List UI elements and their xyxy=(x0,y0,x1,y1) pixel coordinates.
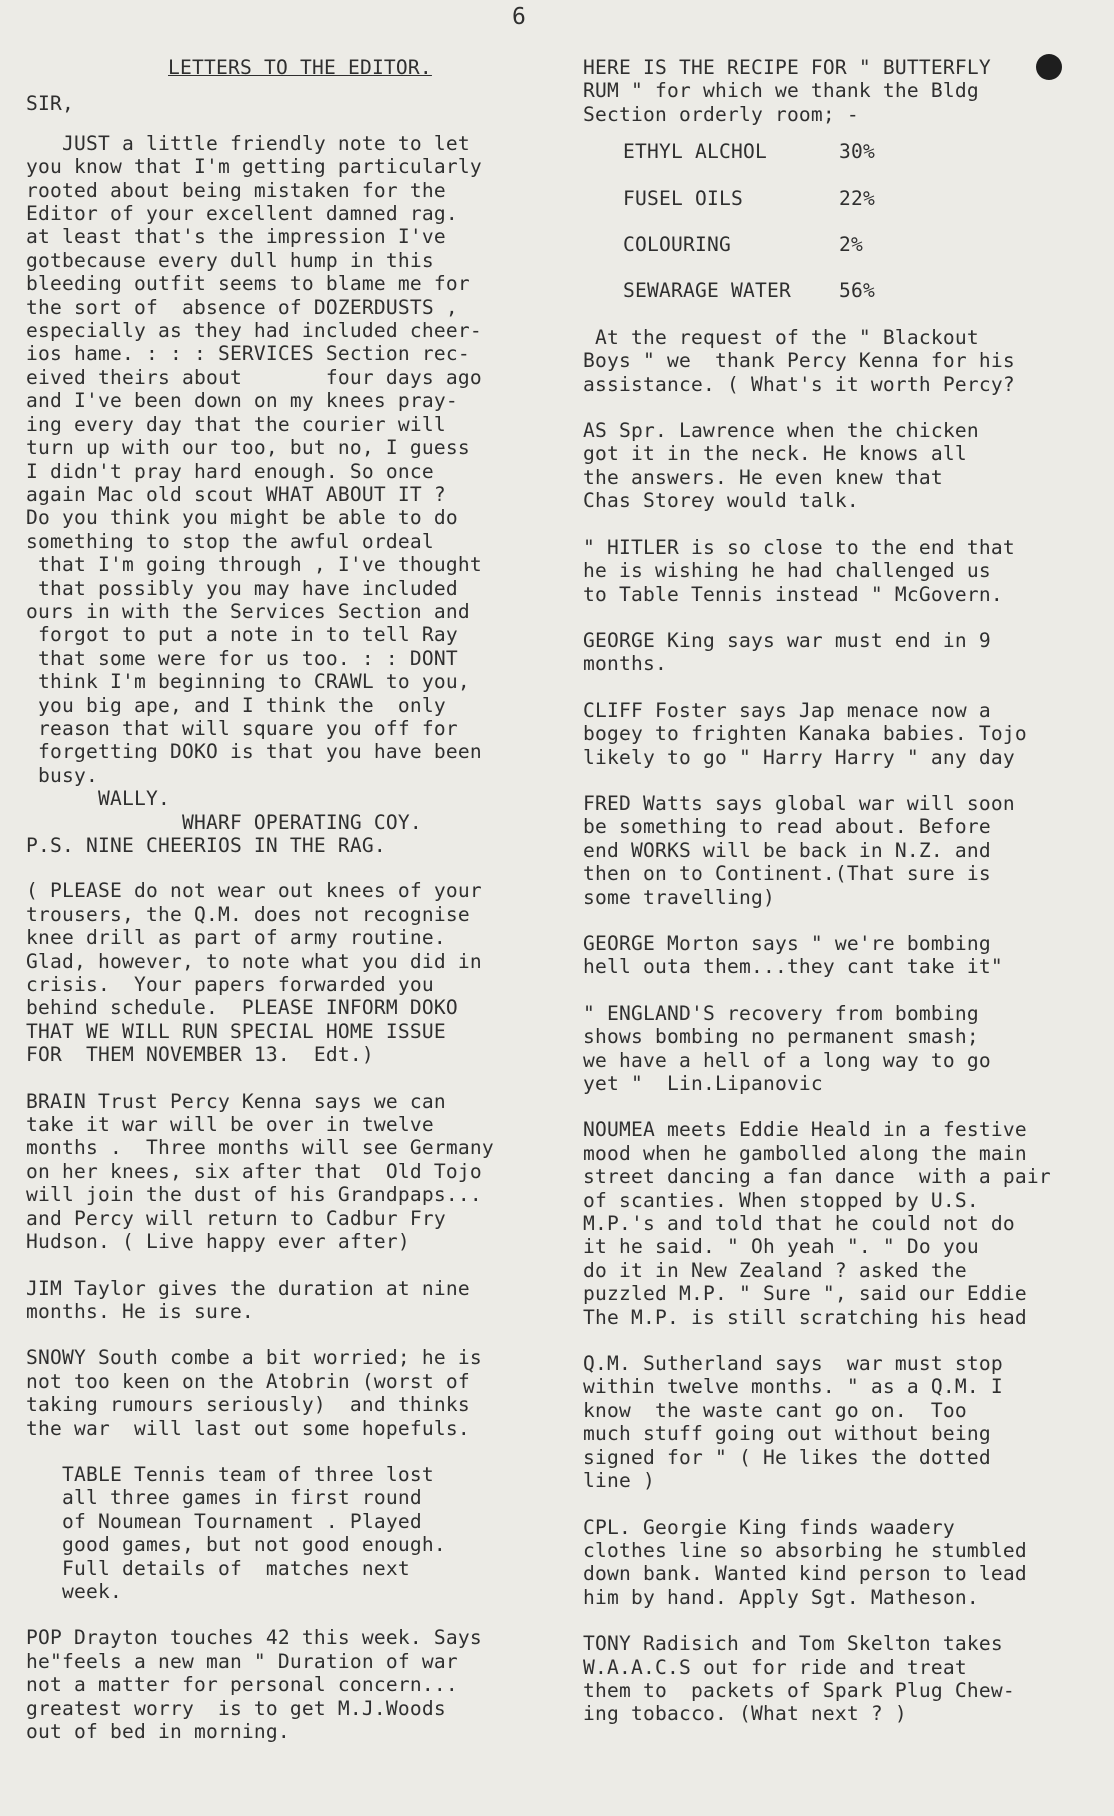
letter-line: forgetting DOKO is that you have been xyxy=(26,740,482,764)
news-line: The M.P. is still scratching his head xyxy=(583,1305,1027,1329)
news-line: the war will last out some hopefuls. xyxy=(26,1416,470,1440)
salutation: SIR, xyxy=(26,92,74,116)
reply-line: trousers, the Q.M. does not recognise xyxy=(26,902,470,926)
news-line: all three games in first round xyxy=(26,1486,422,1510)
letter-line: I didn't pray hard enough. So once xyxy=(26,459,434,483)
news-line: end WORKS will be back in N.Z. and xyxy=(583,838,991,862)
news-line: know the waste cant go on. Too xyxy=(583,1398,967,1422)
news-line: be something to read about. Before xyxy=(583,815,991,839)
letter-line: forgot to put a note in to tell Ray xyxy=(26,623,458,647)
news-line: GEORGE King says war must end in 9 xyxy=(583,628,991,652)
news-line: of Noumean Tournament . Played xyxy=(26,1509,422,1533)
news-item xyxy=(583,326,1108,396)
recipe-row xyxy=(623,279,1108,302)
letter-line: you big ape, and I think the only xyxy=(26,693,446,717)
news-line: months. xyxy=(583,652,667,676)
news-line: he"feels a new man " Duration of war xyxy=(26,1649,458,1673)
recipe-row xyxy=(623,233,1108,256)
letter-line: something to stop the awful ordeal xyxy=(26,529,434,553)
recipe-amount: 22% xyxy=(839,186,875,210)
letter-line: that some were for us too. : : DONT xyxy=(26,646,458,670)
news-line: W.A.A.C.S out for ride and treat xyxy=(583,1655,967,1679)
news-line: will join the dust of his Grandpaps... xyxy=(26,1183,482,1207)
right-column xyxy=(583,56,1108,1726)
left-news-items xyxy=(26,1090,581,1744)
news-line: not a matter for personal concern... xyxy=(26,1673,458,1697)
news-line: shows bombing no permanent smash; xyxy=(583,1025,979,1049)
reply-line: THAT WE WILL RUN SPECIAL HOME ISSUE xyxy=(26,1019,446,1043)
news-item xyxy=(583,699,1108,769)
reply-line: Glad, however, to note what you did in xyxy=(26,949,482,973)
recipe-amount: 30% xyxy=(839,140,875,164)
recipe-amount: 56% xyxy=(839,279,875,303)
letter-postscript: P.S. NINE CHEERIOS IN THE RAG. xyxy=(26,834,386,857)
news-line: greatest worry is to get M.J.Woods xyxy=(26,1696,446,1720)
news-item xyxy=(583,1352,1108,1492)
news-line: CPL. Georgie King finds waadery xyxy=(583,1515,955,1539)
news-line: TABLE Tennis team of three lost xyxy=(26,1462,434,1486)
news-line: taking rumours seriously) and thinks xyxy=(26,1393,470,1417)
news-line: not too keen on the Atobrin (worst of xyxy=(26,1369,470,1393)
news-item xyxy=(26,1463,581,1603)
reply-line: crisis. Your papers forwarded you xyxy=(26,973,434,997)
news-line: within twelve months. " as a Q.M. I xyxy=(583,1375,1003,1399)
news-line: SNOWY South combe a bit worried; he is xyxy=(26,1346,482,1370)
news-line: street dancing a fan dance with a pair xyxy=(583,1165,1051,1189)
news-line: the answers. He even knew that xyxy=(583,465,943,489)
letter-line: especially as they had included cheer- xyxy=(26,319,482,343)
news-line: and Percy will return to Cadbur Fry xyxy=(26,1206,446,1230)
letter-line: ios hame. : : : SERVICES Section rec- xyxy=(26,342,470,366)
letter-line: busy. xyxy=(26,763,98,787)
recipe-amount: 2% xyxy=(839,233,863,257)
letter-line: eived theirs about four days ago xyxy=(26,365,482,389)
news-line: take it war will be over in twelve xyxy=(26,1113,434,1137)
recipe-list xyxy=(583,140,1108,303)
news-line: much stuff going out without being xyxy=(583,1422,991,1446)
news-line: to Table Tennis instead " McGovern. xyxy=(583,582,1003,606)
news-line: assistance. ( What's it worth Percy? xyxy=(583,372,1015,396)
news-item xyxy=(583,419,1108,513)
recipe-intro-line: HERE IS THE RECIPE FOR " BUTTERFLY xyxy=(583,56,991,79)
recipe-intro-line: RUM " for which we thank the Bldg xyxy=(583,79,979,103)
letter-line: rooted about being mistaken for the xyxy=(26,178,446,202)
news-line: TONY Radisich and Tom Skelton takes xyxy=(583,1632,1003,1656)
news-line: we have a hell of a long way to go xyxy=(583,1048,991,1072)
news-line: of scanties. When stopped by U.S. xyxy=(583,1188,979,1212)
news-item xyxy=(583,1632,1108,1726)
news-line: JIM Taylor gives the duration at nine xyxy=(26,1276,470,1300)
news-line: out of bed in morning. xyxy=(26,1720,290,1743)
recipe-ingredient: ETHYL ALCHOL xyxy=(623,140,767,164)
letter-line: turn up with our too, but no, I guess xyxy=(26,436,470,460)
news-line: down bank. Wanted kind person to lead xyxy=(583,1562,1027,1586)
recipe-ingredient: SEWARAGE WATER xyxy=(623,279,791,303)
reply-line: ( PLEASE do not wear out knees of your xyxy=(26,879,482,903)
reply-line: knee drill as part of army routine. xyxy=(26,926,446,950)
news-line: " ENGLAND'S recovery from bombing xyxy=(583,1001,979,1025)
news-line: good games, but not good enough. xyxy=(26,1533,446,1557)
news-item xyxy=(583,1118,1108,1329)
news-line: " HITLER is so close to the end that xyxy=(583,535,1015,559)
news-item xyxy=(583,536,1108,606)
letter-line: Do you think you might be able to do xyxy=(26,506,458,530)
letter-line: Editor of your excellent damned rag. xyxy=(26,202,458,226)
news-line: Full details of matches next xyxy=(26,1556,410,1580)
news-line: months . Three months will see Germany xyxy=(26,1136,494,1160)
news-item xyxy=(583,792,1108,909)
letter-body xyxy=(26,132,581,787)
page-number: 6 xyxy=(512,4,526,30)
news-line: then on to Continent.(That sure is xyxy=(583,862,991,886)
news-line: NOUMEA meets Eddie Heald in a festive xyxy=(583,1118,1027,1142)
letter-signature-unit: WHARF OPERATING COY. xyxy=(26,810,422,834)
news-line: CLIFF Foster says Jap menace now a xyxy=(583,698,991,722)
news-line: GEORGE Morton says " we're bombing xyxy=(583,931,991,955)
news-item xyxy=(583,1002,1108,1096)
letter-line: reason that will square you off for xyxy=(26,716,458,740)
reply-line: FOR THEM NOVEMBER 13. Edt.) xyxy=(26,1043,374,1067)
news-line: Chas Storey would talk. xyxy=(583,489,859,513)
news-line: Hudson. ( Live happy ever after) xyxy=(26,1230,410,1254)
news-line: got it in the neck. He knows all xyxy=(583,442,967,466)
news-line: yet " Lin.Lipanovic xyxy=(583,1072,823,1095)
recipe-intro-line: Section orderly room; - xyxy=(583,102,859,126)
recipe-row xyxy=(623,140,1108,163)
news-item xyxy=(583,629,1108,676)
news-item xyxy=(26,1346,581,1440)
letter-line: ours in with the Services Section and xyxy=(26,599,470,623)
news-line: clothes line so absorbing he stumbled xyxy=(583,1538,1027,1562)
news-line: At the request of the " Blackout xyxy=(583,325,979,349)
letter-line: that possibly you may have included xyxy=(26,576,458,600)
letter-line: bleeding outfit seems to blame me for xyxy=(26,272,470,296)
news-item xyxy=(583,1516,1108,1610)
news-line: on her knees, six after that Old Tojo xyxy=(26,1159,482,1183)
news-line: Q.M. Sutherland says war must stop xyxy=(583,1352,1003,1376)
letter-line: think I'm beginning to CRAWL to you, xyxy=(26,670,470,694)
news-line: puzzled M.P. " Sure ", said our Eddie xyxy=(583,1282,1027,1306)
letter-line: that I'm going through , I've thought xyxy=(26,553,482,577)
letter-line: gotbecause every dull hump in this xyxy=(26,248,434,272)
letter-line: JUST a little friendly note to let xyxy=(26,131,470,155)
left-column xyxy=(26,56,581,1743)
news-line: some travelling) xyxy=(583,885,775,909)
news-line: he is wishing he had challenged us xyxy=(583,559,991,583)
news-line: ing tobacco. (What next ? ) xyxy=(583,1702,907,1726)
recipe-ingredient: COLOURING xyxy=(623,233,731,257)
news-line: signed for " ( He likes the dotted xyxy=(583,1445,991,1469)
news-line: him by hand. Apply Sgt. Matheson. xyxy=(583,1585,979,1609)
news-line: mood when he gambolled along the main xyxy=(583,1141,1027,1165)
news-line: AS Spr. Lawrence when the chicken xyxy=(583,419,979,443)
news-line: likely to go " Harry Harry " any day xyxy=(583,745,1015,769)
news-line: it he said. " Oh yeah ". " Do you xyxy=(583,1235,979,1259)
news-line: do it in New Zealand ? asked the xyxy=(583,1258,967,1282)
news-item xyxy=(583,932,1108,979)
news-line: FRED Watts says global war will soon xyxy=(583,791,1015,815)
news-line: POP Drayton touches 42 this week. Says xyxy=(26,1626,482,1650)
recipe-intro xyxy=(583,56,1108,126)
news-line: M.P.'s and told that he could not do xyxy=(583,1212,1015,1236)
news-item xyxy=(26,1277,581,1324)
news-line: bogey to frighten Kanaka babies. Tojo xyxy=(583,722,1027,746)
right-news-items xyxy=(583,326,1108,1726)
letter-signature-name: WALLY. xyxy=(26,787,170,811)
editor-reply xyxy=(26,879,581,1066)
news-line: BRAIN Trust Percy Kenna says we can xyxy=(26,1089,446,1113)
letter-line: ing every day that the courier will xyxy=(26,412,446,436)
section-title: LETTERS TO THE EDITOR. xyxy=(168,56,432,79)
letter-line: the sort of absence of DOZERDUSTS , xyxy=(26,295,458,319)
news-line: hell outa them...they cant take it" xyxy=(583,955,1003,979)
letter-line: and I've been down on my knees pray- xyxy=(26,389,458,413)
recipe-row xyxy=(623,187,1108,210)
letter-line: you know that I'm getting particularly xyxy=(26,155,482,179)
news-item xyxy=(26,1626,581,1743)
news-line: months. He is sure. xyxy=(26,1299,254,1323)
news-item xyxy=(26,1090,581,1254)
letter-line: again Mac old scout WHAT ABOUT IT ? xyxy=(26,482,446,506)
letter-line: at least that's the impression I've xyxy=(26,225,446,249)
recipe-ingredient: FUSEL OILS xyxy=(623,186,743,210)
news-line: line ) xyxy=(583,1469,655,1493)
news-line: them to packets of Spark Plug Chew- xyxy=(583,1678,1015,1702)
news-line: Boys " we thank Percy Kenna for his xyxy=(583,349,1015,373)
reply-line: behind schedule. PLEASE INFORM DOKO xyxy=(26,996,458,1020)
news-line: week. xyxy=(26,1579,122,1603)
